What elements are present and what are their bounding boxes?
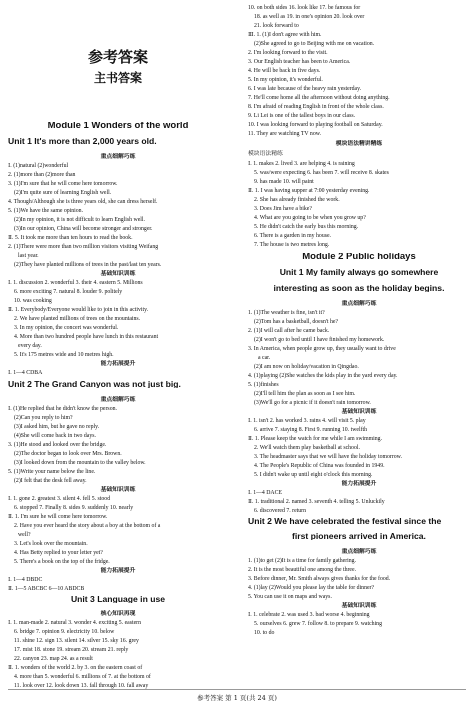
left-line: 6. bridge 7. opinion 9. electricity 10. below bbox=[14, 629, 115, 635]
left-line: 6. more exciting 7. natural 8. louder 9. politely bbox=[14, 289, 123, 295]
left-line: Ⅰ. (1)He replied that he didn't know the person. bbox=[8, 406, 117, 412]
left-line: 主书答案 bbox=[93, 71, 142, 85]
right-line: 9. Li Lei is one of the tallest boys in our class. bbox=[248, 113, 356, 119]
left-line: Unit 3 Language in use bbox=[70, 595, 166, 603]
left-line: 2. (1)more than (2)more than bbox=[8, 172, 76, 178]
left-line: (3)I asked him, but he gave no reply. bbox=[14, 424, 100, 430]
left-line: 11. look over 12. look down 13. fall through 10. fall away bbox=[14, 683, 149, 689]
left-line: Ⅰ. 1. gone 2. greatest 3. silent 4. fell 5. stood bbox=[8, 496, 111, 502]
left-line: (2)They have planted millions of trees in the past/last ten years. bbox=[14, 262, 162, 268]
right-line: first pioneers arrived in America. bbox=[292, 532, 426, 540]
right-line: 18. as well as 19. in one's opinion 20. look over bbox=[254, 14, 365, 20]
left-line: 3. Let's look over the mountain. bbox=[14, 541, 88, 547]
right-line: 6. arrive 7. staying 8. First 9. running 10. twelfth bbox=[254, 427, 368, 433]
left-line: Ⅰ. 1—4 CDBA bbox=[8, 370, 43, 376]
left-line: 重点细解巧练 bbox=[100, 154, 136, 160]
left-line: 17. mist 18. stone 19. stream 20. stream 21. reply bbox=[14, 647, 129, 653]
right-line: 模块语法精讲精练 bbox=[335, 141, 383, 147]
left-line: 能力拓展提升 bbox=[100, 361, 136, 367]
right-line: 4. He will be back in five days. bbox=[248, 68, 321, 74]
right-line: 6. There is a garden in my house. bbox=[254, 233, 332, 239]
right-line: (2)Tom has a basketball, doesn't he? bbox=[254, 319, 339, 325]
left-line: Ⅰ. (1)natural (2)wonderful bbox=[8, 163, 69, 169]
left-line: Ⅱ. 1. Everybody/Everyone would like to join in this activity. bbox=[8, 307, 149, 313]
right-line: 1. (1)to get (2)It is a time for family gathering. bbox=[248, 558, 357, 564]
right-line: 2. I'm looking forward to the visit. bbox=[248, 50, 328, 56]
right-line: 5. In my opinion, it's wonderful. bbox=[248, 77, 323, 83]
right-line: 21. look forward to bbox=[254, 23, 299, 29]
left-line: Ⅰ. 1—4 DBDC bbox=[8, 577, 43, 583]
right-line: Unit 2 We have celebrated the festival since the bbox=[248, 517, 442, 525]
right-line: 5. ourselves 6. grew 7. follow 8. to prepare 9. watching bbox=[254, 621, 382, 627]
left-line: last year. bbox=[18, 253, 39, 259]
right-line: Ⅰ. 1—4 DACE bbox=[248, 490, 283, 496]
right-line: Ⅱ. 1. Please keep the watch for me while I am swimming. bbox=[248, 436, 383, 442]
left-line: 4. Has Betty replied to your letter yet? bbox=[14, 550, 103, 556]
right-line: 5. I didn't wake up until eight o'clock this morning. bbox=[254, 472, 373, 478]
right-line: 5. (1)finishes bbox=[248, 382, 279, 388]
right-line: 1. (1)The weather is fine, isn't it? bbox=[248, 310, 325, 316]
left-line: (2)Can you reply to him? bbox=[14, 415, 73, 421]
left-line: 3. (1)I'm sure that he will come here tomorrow. bbox=[8, 181, 118, 187]
left-line: 22. canyon 23. map 24. as a result bbox=[14, 656, 93, 662]
right-line: (2)I'll tell him the plan as soon as I see him. bbox=[254, 391, 356, 397]
left-line: Ⅱ. 1—5 ABCBC 6—10 ABDCB bbox=[8, 586, 85, 592]
left-line: Unit 2 The Grand Canyon was not just big. bbox=[8, 380, 181, 388]
right-line: 3. Does Jim have a bike? bbox=[254, 206, 312, 212]
right-line: 4. The People's Republic of China was founded in 1949. bbox=[254, 463, 385, 469]
right-line: 3. Our English teacher has been to America. bbox=[248, 59, 351, 65]
right-line: Ⅰ. 1. celebrate 2. was used 3. bad worse 4. beginning bbox=[248, 612, 370, 618]
left-line: 能力拓展提升 bbox=[100, 568, 136, 574]
right-line: 10. to do bbox=[254, 630, 275, 636]
left-line: 基础知识训练 bbox=[100, 487, 136, 493]
right-line: 3. In America, when people grow up, they usually want to drive bbox=[248, 346, 396, 352]
right-line: 5. was/were expecting 6. has been 7. will receive 8. skates bbox=[254, 170, 389, 176]
left-line: Ⅱ. 5. It took me more than ten hours to read the book. bbox=[8, 235, 133, 241]
right-line: Ⅱ. 1. I was having supper at 7:00 yesterday evening. bbox=[248, 188, 370, 194]
right-line: 5. He didn't catch the early bus this morning. bbox=[254, 224, 359, 230]
left-line: 2. (1)There were more than two million visitors visiting Weifang bbox=[8, 244, 159, 250]
right-line: Ⅰ. 1. makes 2. lived 3. are helping 4. is raining bbox=[248, 161, 355, 167]
right-line: 3. Before dinner, Mr. Smith always gives thanks for the food. bbox=[248, 576, 391, 582]
right-line: 基础知识训练 bbox=[341, 603, 377, 609]
left-line: 重点细解巧练 bbox=[100, 397, 136, 403]
right-line: 2. She has already finished the work. bbox=[254, 197, 340, 203]
left-line: (2)The doctor began to look over Mrs. Brown. bbox=[14, 451, 122, 457]
left-line: (2)I felt that the desk fell away. bbox=[14, 478, 87, 484]
left-line: 5. There's a book on the top of the fridge. bbox=[14, 559, 110, 565]
left-line: 2. Have you ever heard the story about a boy at the bottom of a bbox=[14, 523, 161, 529]
page-footer: 参考答案 第 1 页(共 24 页) bbox=[197, 694, 277, 702]
left-line: well? bbox=[18, 532, 31, 538]
right-line: 4. What are you going to be when you grow up? bbox=[254, 215, 366, 221]
right-line: 2. It is the most beautiful one among the three. bbox=[248, 567, 357, 573]
right-line: Unit 1 My family always go somewhere bbox=[279, 268, 439, 276]
left-line: 4. more than 5. wonderful 6. millions of 7. at the bottom of bbox=[14, 674, 151, 680]
right-line: Module 2 Public holidays bbox=[302, 253, 416, 261]
right-line: interesting as soon as the holiday begins. bbox=[273, 284, 445, 292]
left-line: (3)In our opinion, China will become stronger and stronger. bbox=[14, 226, 153, 232]
right-line: 2. (1)I will call after he came back. bbox=[248, 328, 330, 334]
right-line: 3. The headmaster says that we will have the holiday tomorrow. bbox=[254, 454, 402, 460]
right-line: 6. I was late because of the heavy rain yesterday. bbox=[248, 86, 362, 92]
right-line: 4. (1)playing (2)She watches the kids play in the yard every day. bbox=[248, 373, 398, 379]
right-line: (3)We'll go for a picnic if it doesn't rain tomorrow. bbox=[254, 400, 371, 406]
right-line: Ⅰ. 1. isn't 2. has worked 3. rains 4. will visit 5. play bbox=[248, 418, 366, 424]
right-line: (2)I am now on holiday/vacation in Qingdao. bbox=[254, 364, 359, 370]
right-line: 基础知识训练 bbox=[341, 409, 377, 415]
left-line: 4. Though/Although she is three years old, she can dress herself. bbox=[8, 199, 158, 205]
left-line: 2. We have planted millions of trees on the mountains. bbox=[14, 316, 141, 322]
left-line: Module 1 Wonders of the world bbox=[47, 122, 189, 130]
left-line: 11. shine 12. sign 13. silent 14. silver 15. sky 16. grey bbox=[14, 638, 139, 644]
right-line: 4. (1)lay (2)Would you please lay the table for dinner? bbox=[248, 585, 375, 591]
left-line: 5. (1)Write your name below the line. bbox=[8, 469, 96, 475]
left-line: 6. stopped 7. Finally 8. sides 9. suddenly 10. nearly bbox=[14, 505, 134, 511]
right-line: 模块语法精练 bbox=[248, 151, 283, 157]
left-line: Ⅰ. 1. discussion 2. wonderful 3. their 4. eastern 5. Millions bbox=[8, 280, 143, 286]
left-line: 3. (1)He stood and looked over the bridge. bbox=[8, 442, 107, 448]
left-line: (3)I looked down from the mountain to the valley below. bbox=[14, 460, 146, 466]
right-line: 7. He'll come home all the afternoon without doing anything. bbox=[248, 95, 390, 101]
right-line: 10. on both sides 16. look like 17. be famous for bbox=[248, 5, 361, 11]
left-line: Ⅱ. 1. I'm sure he will come here tomorrow. bbox=[8, 514, 108, 520]
left-line: (2)I'm quite sure of learning English well. bbox=[14, 190, 112, 196]
left-line: 参考答案 bbox=[87, 48, 148, 66]
left-line: 4. More than two hundred people have lunch in this restaurant bbox=[14, 334, 159, 340]
left-line: 核心知识再现 bbox=[100, 611, 136, 617]
right-line: (2)She agreed to go to Beijing with me on vacation. bbox=[254, 41, 375, 47]
right-line: 11. They are watching TV now. bbox=[248, 131, 321, 137]
right-line: 6. discovered 7. return bbox=[254, 508, 306, 514]
right-line: 2. We'll watch them play basketball at school. bbox=[254, 445, 360, 451]
left-line: (2)In my opinion, it is not difficult to learn English well. bbox=[14, 217, 145, 223]
left-line: every day. bbox=[18, 343, 42, 349]
right-line: Ⅲ. 1. (1)I don't agree with him. bbox=[248, 32, 322, 38]
right-line: 5. You can use it on maps and ways. bbox=[248, 594, 332, 600]
right-line: a car. bbox=[258, 355, 271, 361]
left-line: 基础知识训练 bbox=[100, 271, 136, 277]
right-line: 8. I'm afraid of reading English in front of the whole class. bbox=[248, 104, 384, 110]
left-line: 5. It's 175 metres wide and 10 metres high. bbox=[14, 352, 114, 358]
left-line: (4)She will come back in two days. bbox=[14, 433, 96, 439]
right-line: Ⅱ. 1. traditional 2. named 3. seventh 4. telling 5. Unluckily bbox=[248, 499, 385, 505]
left-line: Ⅱ. 1. wonders of the world 2. by 3. on the eastern coast of bbox=[8, 665, 143, 671]
right-line: 重点细解巧练 bbox=[341, 549, 377, 555]
right-line: 重点细解巧练 bbox=[341, 301, 377, 307]
right-line: 9. has made 10. will paint bbox=[254, 179, 314, 185]
left-line: Unit 1 It's more than 2,000 years old. bbox=[8, 137, 157, 145]
left-line: Ⅰ. 1. man-made 2. natural 3. wonder 4. exciting 5. eastern bbox=[8, 620, 141, 626]
left-line: 5. (1)We have the same opinion. bbox=[8, 208, 84, 214]
right-line: 10. I was looking forward to playing football on Saturday. bbox=[248, 122, 383, 128]
right-line: (2)I won't go to bed until I have finished my homework. bbox=[254, 337, 385, 343]
right-line: 能力拓展提升 bbox=[341, 481, 377, 487]
footer-rule bbox=[8, 689, 466, 690]
left-line: 10. was cooking bbox=[14, 298, 52, 304]
left-line: 3. In my opinion, the concert was wonderful. bbox=[14, 325, 119, 331]
right-line: 7. The house is two metres long. bbox=[254, 242, 330, 248]
